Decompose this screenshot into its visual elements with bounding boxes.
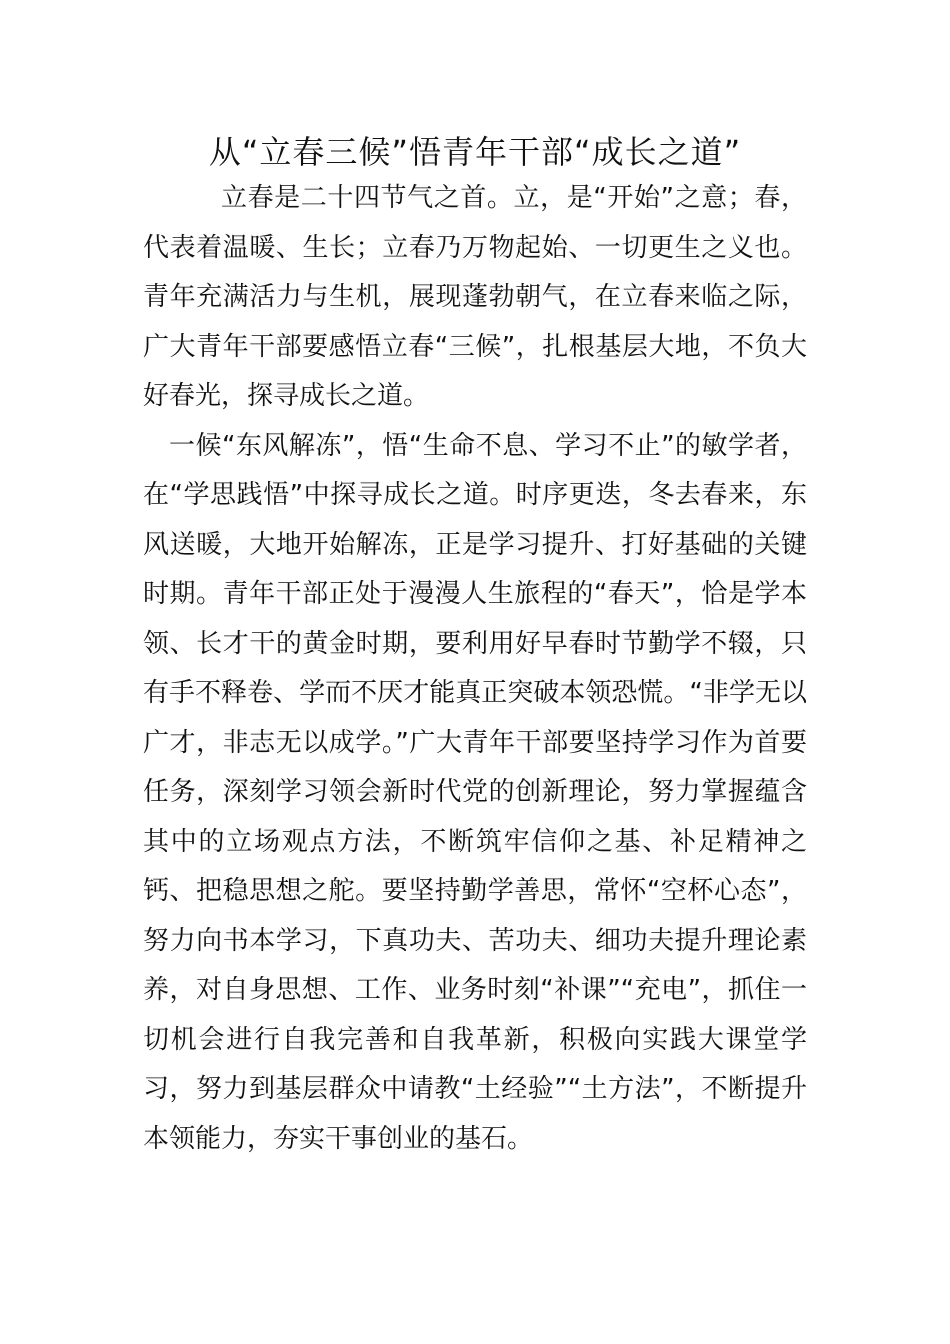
document-body: [143, 174, 807, 1164]
paragraph-intro: 立春是二十四节气之首。立，是“开始”之意；春，代表着温暖、生长；立春乃万物起始、一切更生之义也。青年充满活力与生机，展现蓬勃朝气，在立春来临之际，广大青年干部要感悟立春“三候”，扎根基层大地，不负大好春光，探寻成长之道。: [143, 183, 807, 411]
paragraph-first-sign: 一候“东风解冻”，悟“生命不息、学习不止”的敏学者，在“学思践悟”中探寻成长之道。时序更迭，冬去春来，东风送暖，大地开始解冻，正是学习提升、打好基础的关键时期。青年干部正处于漫漫人生旅程的“春天”，恰是学本领、长才干的黄金时期，要利用好早春时节勤学不辍，只有手不释卷、学而不厌才能真正突破本领恐慌。“非学无以广才，非志无以成学。”广大青年干部要坚持学习作为首要任务，深刻学习领会新时代党的创新理论，努力掌握蕴含其中的立场观点方法，不断筑牢信仰之基、补足精神之钙、把稳思想之舵。要坚持勤学善思，常怀“空杯心态”，努力向书本学习，下真功夫、苦功夫、细功夫提升理论素养，对自身思想、工作、业务时刻“补课”“充电”，抓住一切机会进行自我完善和自我革新，积极向实践大课堂学习，努力到基层群众中请教“土经验”“土方法”，不断提升本领能力，夯实干事创业的基石。: [143, 430, 807, 1154]
document-title: 从“立春三候”悟青年干部“成长之道”: [208, 133, 742, 171]
